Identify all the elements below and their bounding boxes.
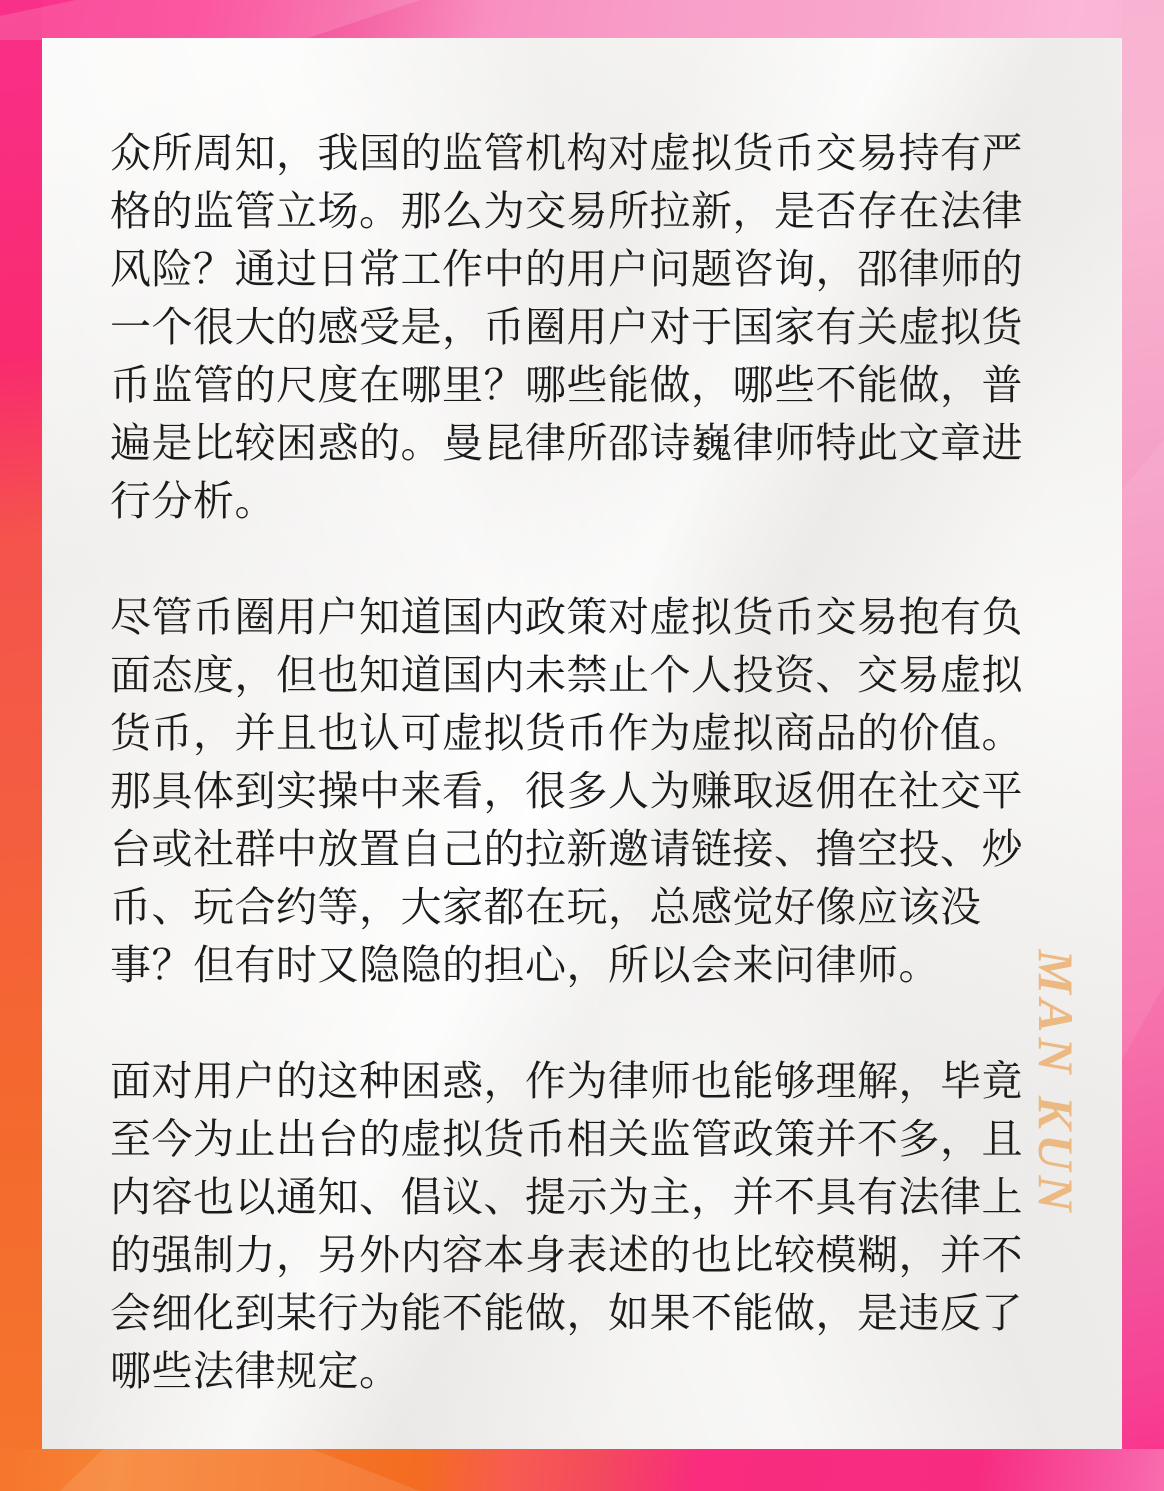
text-line: 内容也以通知、倡议、提示为主，并不具有法律上 — [110, 1174, 1023, 1220]
paragraph — [110, 124, 1050, 530]
article — [110, 124, 1050, 1458]
paragraph — [110, 588, 1050, 994]
text-line: 面对用户的这种困惑，作为律师也能够理解，毕竟 — [110, 1058, 1023, 1104]
text-line: 的强制力，另外内容本身表述的也比较模糊，并不 — [110, 1232, 1023, 1278]
text-line: 行分析。 — [110, 478, 276, 524]
text-line: 风险？通过日常工作中的用户问题咨询，邵律师的 — [110, 246, 1023, 292]
text-line: 一个很大的感受是，币圈用户对于国家有关虚拟货 — [110, 304, 1023, 350]
text-line: 至今为止出台的虚拟货币相关监管政策并不多，且 — [110, 1116, 1023, 1162]
text-line: 遍是比较困惑的。曼昆律所邵诗巍律师特此文章进 — [110, 420, 1023, 466]
text-line: 币监管的尺度在哪里？哪些能做，哪些不能做，普 — [110, 362, 1023, 408]
border-top-strip — [0, 0, 1164, 40]
text-line: 面态度，但也知道国内未禁止个人投资、交易虚拟 — [110, 652, 1023, 698]
text-line: 哪些法律规定。 — [110, 1348, 401, 1394]
text-line: 会细化到某行为能不能做，如果不能做，是违反了 — [110, 1290, 1023, 1336]
text-line: 台或社群中放置自己的拉新邀请链接、撸空投、炒 — [110, 826, 1023, 872]
border-right-strip — [1122, 0, 1164, 1491]
text-line: 众所周知，我国的监管机构对虚拟货币交易持有严 — [110, 130, 1023, 176]
text-line: 格的监管立场。那么为交易所拉新，是否存在法律 — [110, 188, 1023, 234]
border-left-strip — [0, 0, 42, 1491]
text-line: 尽管币圈用户知道国内政策对虚拟货币交易抱有负 — [110, 594, 1023, 640]
text-line: 货币，并且也认可虚拟货币作为虚拟商品的价值。 — [110, 710, 1023, 756]
mankun-watermark: MAN KUN — [1028, 949, 1084, 1217]
text-line: 那具体到实操中来看，很多人为赚取返佣在社交平 — [110, 768, 1023, 814]
text-line: 事？但有时又隐隐的担心，所以会来问律师。 — [110, 942, 940, 988]
text-line: 币、玩合约等，大家都在玩，总感觉好像应该没 — [110, 884, 982, 930]
article-card — [42, 38, 1122, 1449]
paragraph — [110, 1052, 1050, 1400]
